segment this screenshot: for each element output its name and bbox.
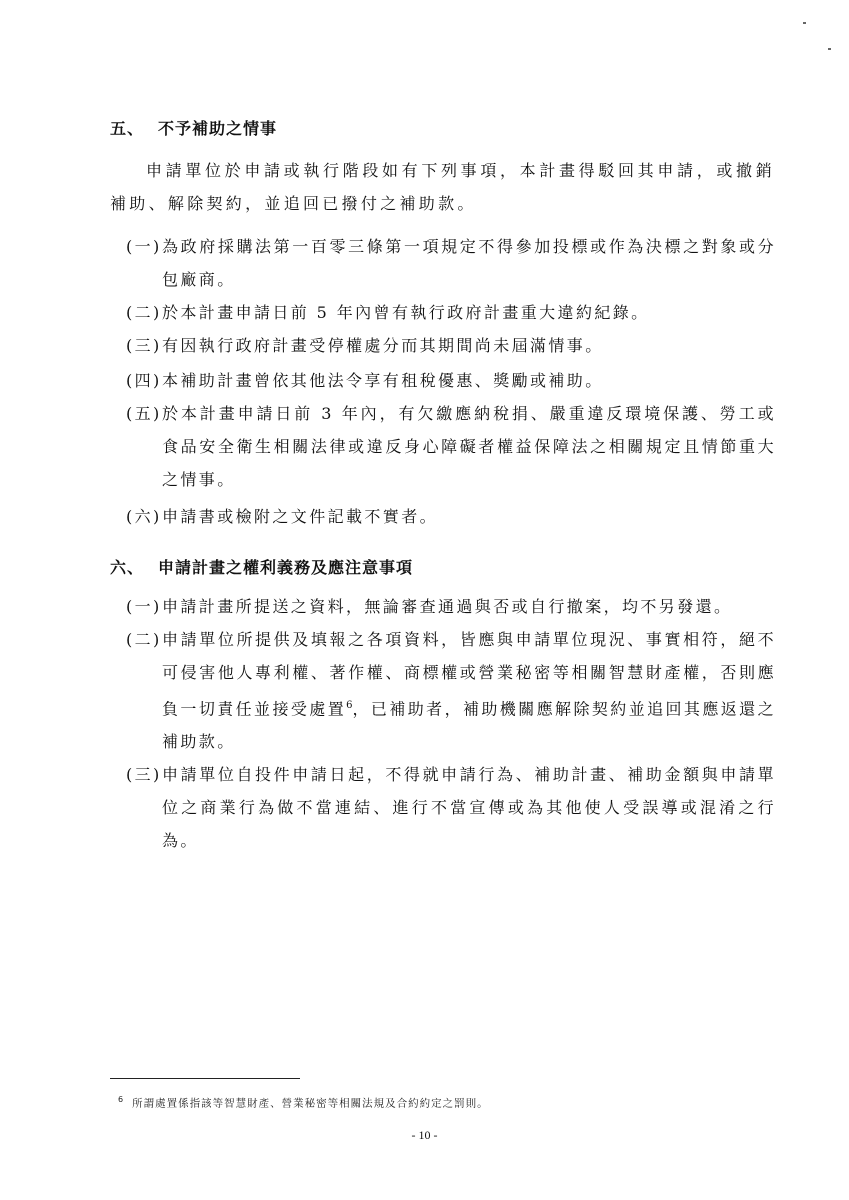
section-title: 申請計畫之權利義務及應注意事項: [158, 558, 414, 577]
section-number: 五、: [110, 119, 145, 138]
list-item: [126, 623, 776, 758]
list-item: [126, 500, 776, 533]
list-item: [126, 590, 776, 623]
section-title: 不予補助之情事: [158, 119, 278, 138]
footnote-number: 6: [118, 1095, 125, 1104]
item-text: 本補助計畫曾依其他法令享有租稅優惠、獎勵或補助。: [162, 371, 604, 390]
list-item: [126, 758, 776, 857]
item-text: [162, 623, 776, 758]
item-text: 為政府採購法第一百零三條第一項規定不得參加投標或作為決標之對象或分包廠商。: [162, 237, 776, 289]
list-item: [126, 296, 776, 329]
list-item: [126, 230, 776, 296]
item-text-part: 申請單位所提供及填報之各項資料，皆應與申請單位現況、事實相符，絕不可侵害他人專利權、著作權、商標權或營業秘密等相關智慧財產權，否則應負一切責任並接受處置: [162, 630, 776, 719]
item-text: 於本計畫申請日前 5 年內曾有執行政府計畫重大違約紀錄。: [162, 303, 650, 322]
item-marker: (六): [126, 507, 162, 526]
list-item: [126, 364, 776, 397]
section-heading: [110, 555, 413, 578]
item-marker: (二): [126, 303, 162, 322]
list-item: [126, 397, 776, 496]
item-text-part: ，已補助者，補助機關應解除契約並追回其應返還之補助款。: [162, 699, 776, 752]
item-marker: (三): [126, 765, 162, 784]
item-text: 有因執行政府計畫受停權處分而其期間尚未屆滿情事。: [162, 336, 604, 355]
scan-speck: [803, 22, 806, 24]
item-text: 申請書或檢附之文件記載不實者。: [162, 507, 439, 526]
footnote-reference[interactable]: 6: [346, 700, 353, 711]
item-marker: (一): [126, 597, 162, 616]
item-marker: (四): [126, 371, 162, 390]
footnote: [118, 1095, 489, 1111]
section-number: 六、: [110, 558, 145, 577]
scan-speck: [828, 48, 831, 50]
item-marker: (五): [126, 404, 162, 423]
footnote-divider: [110, 1078, 300, 1079]
item-text: 申請單位自投件申請日起，不得就申請行為、補助計畫、補助金額與申請單位之商業行為做不當連結、進行不當宣傳或為其他使人受誤導或混淆之行為。: [162, 765, 776, 850]
section-intro: 申請單位於申請或執行階段如有下列事項，本計畫得駁回其申請，或撤銷補助、解除契約，並追回已撥付之補助款。: [110, 161, 775, 213]
list-item: [126, 329, 776, 362]
item-text: 於本計畫申請日前 3 年內，有欠繳應納稅捐、嚴重違反環境保護、勞工或食品安全衛生相關法律或違反身心障礙者權益保障法之相關規定且情節重大之情事。: [162, 404, 776, 489]
item-text: 申請計畫所提送之資料，無論審查通過與否或自行撤案，均不另發還。: [162, 597, 733, 616]
item-marker: (三): [126, 336, 162, 355]
item-marker: (二): [126, 630, 162, 649]
footnote-text: 所謂處置係指該等智慧財產、營業秘密等相關法規及合約約定之罰則。: [132, 1097, 489, 1110]
item-marker: (一): [126, 237, 162, 256]
page-number: - 10 -: [411, 1128, 438, 1142]
section-heading: [110, 116, 277, 139]
